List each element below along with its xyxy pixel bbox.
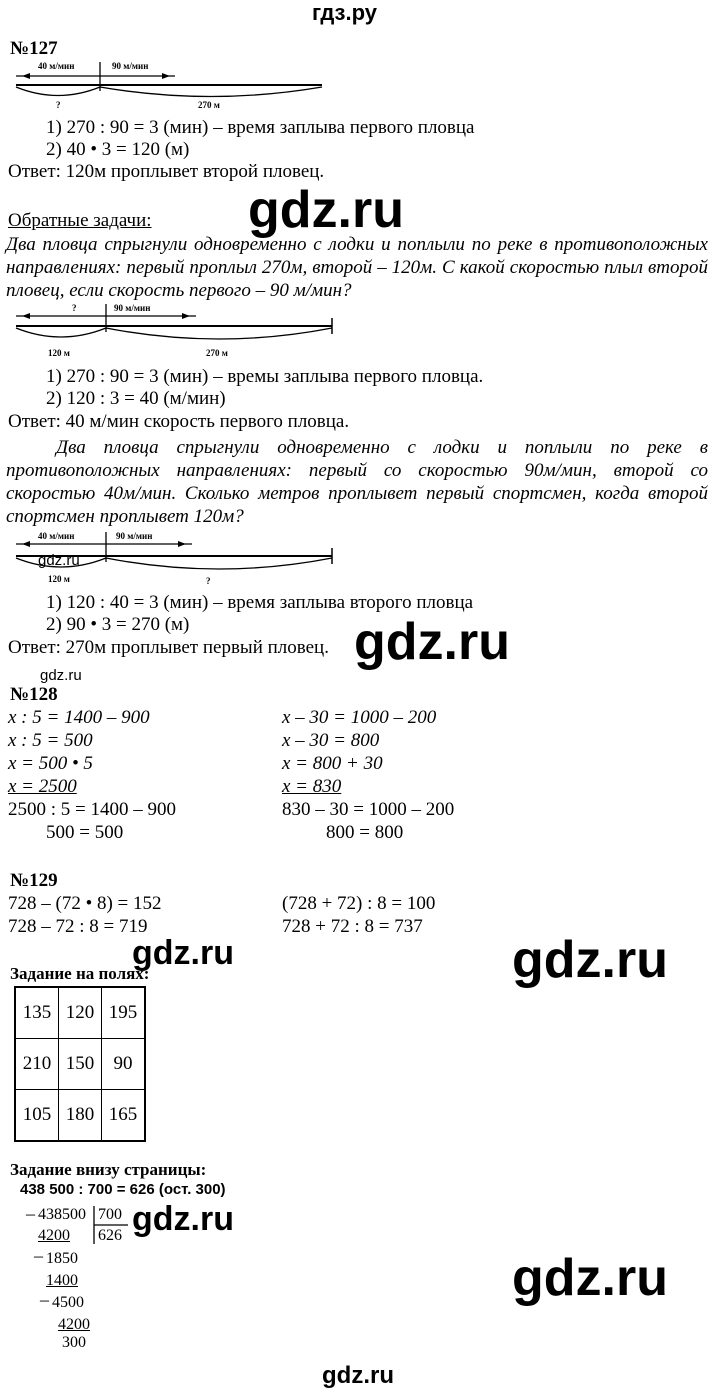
task-129-number: №129	[10, 870, 58, 891]
diagram-3-left-label: 40 м/мин	[38, 531, 75, 541]
watermark-small: gdz.ru	[40, 667, 82, 684]
division-step: 1850	[46, 1250, 78, 1267]
task-128-left-5: 2500 : 5 = 1400 – 900	[8, 799, 176, 820]
diagram-3-right-label: 90 м/мин	[116, 531, 153, 541]
inverse-2-line-2: 2) 90 • 3 = 270 (м)	[46, 614, 190, 635]
bottom-task-equation: 438 500 : 700 = 626 (ост. 300)	[20, 1181, 226, 1198]
task-127-line-1: 1) 270 : 90 = 3 (мин) – время заплыва первого пловца	[46, 117, 475, 138]
diagram-1-under-right: 270 м	[198, 100, 220, 110]
division-step: 1400	[46, 1272, 78, 1289]
task-127-answer: Ответ: 120м проплывет второй пловец.	[8, 161, 325, 182]
grid-cell: 90	[102, 1039, 146, 1090]
quotient: 626	[98, 1227, 122, 1244]
grid-cell: 165	[102, 1090, 146, 1142]
division-step: 4200	[58, 1316, 90, 1333]
footer-watermark: gdz.ru	[322, 1362, 394, 1389]
grid-cell: 180	[59, 1090, 102, 1142]
watermark: gdz.ru	[512, 1249, 668, 1307]
task-127-line-2: 2) 40 • 3 = 120 (м)	[46, 139, 190, 160]
diagram-1-under-left: ?	[56, 100, 61, 110]
diagram-2	[10, 300, 340, 358]
margin-task-heading: Задание на полях:	[10, 964, 150, 983]
watermark: gdz.ru	[132, 934, 234, 972]
inverse-1-answer: Ответ: 40 м/мин скорость первого пловца.	[8, 411, 350, 432]
task-128-left-1: x : 5 = 1400 – 900	[8, 707, 150, 728]
task-128-right-6: 800 = 800	[326, 822, 404, 843]
task-128-right-1: x – 30 = 1000 – 200	[282, 707, 437, 728]
grid-cell: 120	[59, 987, 102, 1039]
inverse-2-text: Два пловца спрыгнули одновременно с лодки и поплыли по реке в противоположных направлениях: первый со скоростью 90м/мин, второй со скоростью 40м/мин. Сколько метров проплывет первый спортсмен, когда второй спортсмен проплывет 120м?	[6, 437, 708, 527]
task-127-number: №127	[10, 38, 58, 59]
task-129-right-1: (728 + 72) : 8 = 100	[282, 893, 436, 914]
watermark: gdz.ru	[248, 181, 404, 239]
inverse-heading: Обратные задачи:	[8, 210, 152, 231]
diagram-3-under-left: 120 м	[48, 574, 70, 584]
minus-sign: _	[40, 1283, 49, 1303]
diagram-1-left-label: 40 м/мин	[38, 61, 75, 71]
task-128-right-5: 830 – 30 = 1000 – 200	[282, 799, 455, 820]
task-128-number: №128	[10, 684, 58, 705]
task-128-right-2: x – 30 = 800	[282, 730, 380, 751]
grid-cell: 195	[102, 987, 146, 1039]
minus-sign: _	[26, 1197, 35, 1217]
division-step: 4200	[38, 1227, 70, 1244]
task-129-left-2: 728 – 72 : 8 = 719	[8, 916, 148, 937]
grid-cell: 210	[15, 1039, 59, 1090]
task-129-right-2: 728 + 72 : 8 = 737	[282, 916, 423, 937]
watermark-small: gdz.ru	[38, 552, 80, 569]
inverse-1-line-2: 2) 120 : 3 = 40 (м/мин)	[46, 388, 226, 409]
magic-square	[14, 986, 146, 1142]
task-128-right-3: x = 800 + 30	[282, 753, 383, 774]
site-title: гдз.ру	[312, 0, 377, 25]
division-step: 300	[62, 1334, 86, 1351]
watermark: gdz.ru	[354, 613, 510, 671]
divisor: 700	[98, 1206, 122, 1223]
inverse-1-line-1: 1) 270 : 90 = 3 (мин) – времы заплыва первого пловца.	[46, 366, 484, 387]
watermark: gdz.ru	[132, 1200, 234, 1238]
dividend: 438500	[38, 1206, 86, 1223]
watermark: gdz.ru	[512, 931, 668, 989]
task-128-left-2: x : 5 = 500	[8, 730, 93, 751]
minus-sign: _	[34, 1239, 43, 1259]
diagram-1	[10, 56, 330, 112]
grid-cell: 105	[15, 1090, 59, 1142]
task-129-left-1: 728 – (72 • 8) = 152	[8, 893, 162, 914]
grid-cell: 135	[15, 987, 59, 1039]
diagram-2-right-label: 90 м/мин	[114, 303, 151, 313]
inverse-1-text: Два пловца спрыгнули одновременно с лодки и поплыли по реке в противоположных направлениях: первый проплыл 270м, второй – 120м. С какой скоростью плыл второй пловец, если скорость первого – 90 м/мин?	[6, 234, 708, 301]
task-128-left-3: x = 500 • 5	[8, 753, 93, 774]
diagram-2-left-label: ?	[72, 303, 77, 313]
division-step: 4500	[52, 1294, 84, 1311]
diagram-2-under-left: 120 м	[48, 348, 70, 358]
bottom-task-heading: Задание внизу страницы:	[10, 1160, 207, 1179]
inverse-2-answer: Ответ: 270м проплывет первый пловец.	[8, 637, 329, 658]
diagram-2-under-right: 270 м	[206, 348, 228, 358]
inverse-2-line-1: 1) 120 : 40 = 3 (мин) – время заплыва второго пловца	[46, 592, 474, 613]
grid-cell: 150	[59, 1039, 102, 1090]
diagram-1-right-label: 90 м/мин	[112, 61, 149, 71]
diagram-3-under-right: ?	[206, 576, 211, 586]
task-128-left-6: 500 = 500	[46, 822, 124, 843]
task-128-right-4: x = 830	[282, 776, 342, 797]
task-128-left-4: x = 2500	[8, 776, 77, 797]
